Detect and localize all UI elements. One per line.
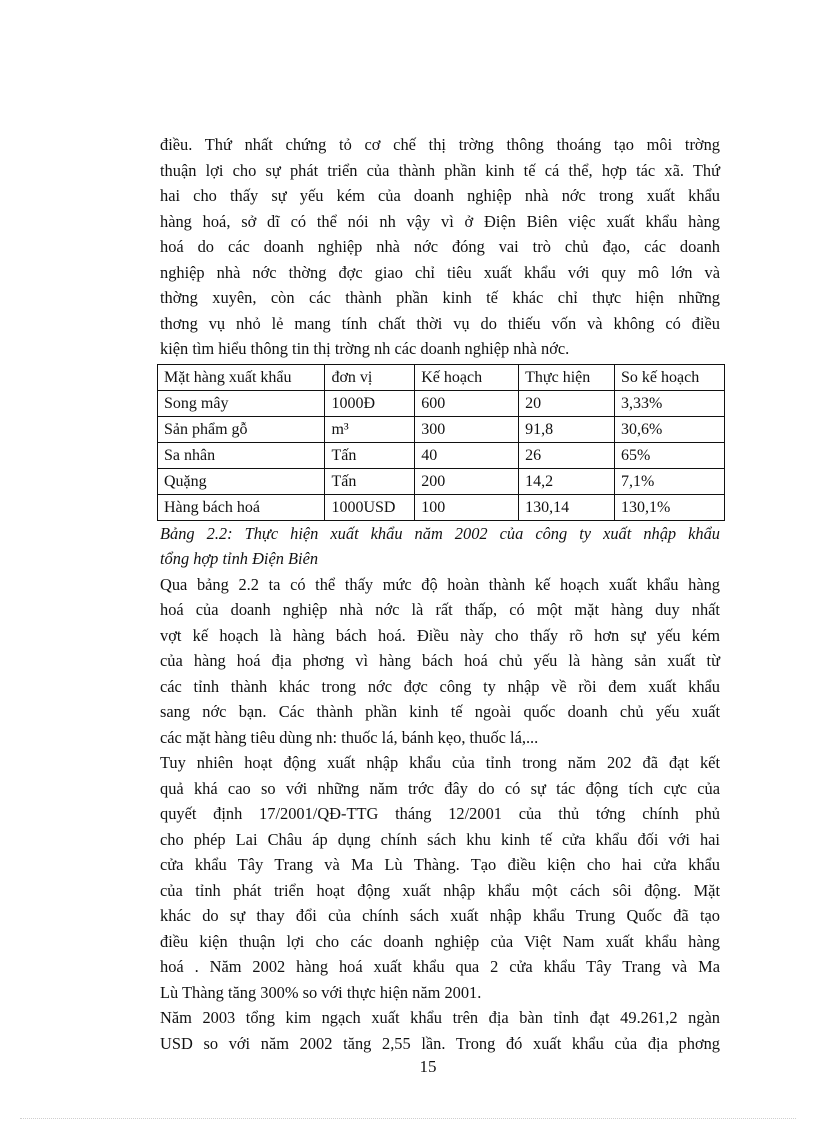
text-line: Tuy nhiên hoạt động xuất nhập khẩu của tỉnh trong năm 202 đã đạt kết xyxy=(160,753,720,772)
text-line: hoá . Năm 2002 hàng hoá xuất khẩu qua 2 cửa khẩu Tây Trang và Ma xyxy=(160,957,720,976)
text-line: Qua bảng 2.2 ta có thể thấy mức độ hoàn thành kế hoạch xuất khẩu hàng xyxy=(160,574,720,594)
caption-line: tổng hợp tỉnh Điện Biên xyxy=(160,549,319,568)
table-header-cell: đơn vị xyxy=(325,364,415,390)
paragraph-4 xyxy=(160,1005,720,1056)
paragraph-2 xyxy=(160,572,720,751)
table-cell: 40 xyxy=(415,442,519,468)
page-content xyxy=(160,132,720,1056)
table-row xyxy=(158,390,725,416)
table-row xyxy=(158,442,725,468)
table-cell: 91,8 xyxy=(519,416,615,442)
paragraph-1 xyxy=(160,132,720,362)
table-cell: Sản phẩm gỗ xyxy=(158,416,325,442)
table-header-row xyxy=(158,364,725,390)
table-cell: 130,14 xyxy=(519,494,615,520)
table-cell: 600 xyxy=(415,390,519,416)
table-cell: 30,6% xyxy=(615,416,725,442)
text-line: thờng xuyên, còn các thành phần kinh tế khác chỉ thực hiện những xyxy=(160,288,720,307)
table-cell: m³ xyxy=(325,416,415,442)
table-header-cell: Kế hoạch xyxy=(415,364,519,390)
page-divider xyxy=(20,1118,796,1119)
text-line: kiện tìm hiểu thông tin thị trờng nh các doanh nghiệp nhà nớc. xyxy=(160,339,570,358)
table-header-cell: So kế hoạch xyxy=(615,364,725,390)
text-line: của tỉnh phát triển hoạt động xuất nhập khẩu một cách sôi động. Mặt xyxy=(160,880,720,900)
table-caption xyxy=(160,521,720,572)
table-cell: 3,33% xyxy=(615,390,725,416)
text-line: của hàng hoá địa phơng vì hàng bách hoá chủ yếu là hàng sản xuất từ xyxy=(160,651,720,670)
text-line: các mặt hàng tiêu dùng nh: thuốc lá, bánh kẹo, thuốc lá,... xyxy=(160,727,539,747)
table-cell: 20 xyxy=(519,390,615,416)
text-line: điều. Thứ nhất chứng tỏ cơ chế thị trờng thông thoáng tạo môi trờng xyxy=(160,135,720,154)
text-line: Lù Thàng tăng 300% so với thực hiện năm 2001. xyxy=(160,982,482,1002)
table-cell: 65% xyxy=(615,442,725,468)
table-cell: 26 xyxy=(519,442,615,468)
text-line: USD so với năm 2002 tăng 2,55 lần. Trong đó xuất khẩu của địa phơng xyxy=(160,1033,720,1053)
text-line: các tỉnh thành khác trong nớc đợc công ty nhập về rồi đem xuất khẩu xyxy=(160,676,720,696)
table-cell: 300 xyxy=(415,416,519,442)
table-cell: 7,1% xyxy=(615,468,725,494)
caption-line: Bảng 2.2: Thực hiện xuất khẩu năm 2002 của công ty xuất nhập khẩu xyxy=(160,523,720,543)
table-cell: Tấn xyxy=(325,468,415,494)
page-number: 15 xyxy=(419,1057,437,1076)
table-cell: 1000Đ xyxy=(325,390,415,416)
text-line: sang nớc bạn. Các thành phần kinh tế ngoài quốc doanh chủ yếu xuất xyxy=(160,702,720,721)
table-cell: 14,2 xyxy=(519,468,615,494)
table-row xyxy=(158,494,725,520)
text-line: hai cho thấy sự yếu kém của doanh nghiệp nhà nớc trong xuất khẩu xyxy=(160,186,720,205)
text-line: thuận lợi cho sự phát triển của thành phần kinh tế cá thể, hợp tác xã. Thứ xyxy=(160,160,720,180)
text-line: cho phép Lai Châu áp dụng chính sách khu kinh tế cửa khẩu đối với hai xyxy=(160,829,720,849)
table-cell: Sa nhân xyxy=(158,442,325,468)
table-cell: Tấn xyxy=(325,442,415,468)
table-row xyxy=(158,416,725,442)
table-header-cell: Mặt hàng xuất khẩu xyxy=(158,364,325,390)
table-header-cell: Thực hiện xyxy=(519,364,615,390)
text-line: hoá do các doanh nghiệp nhà nớc đóng vai trò chủ đạo, các doanh xyxy=(160,237,720,256)
text-line: điều kiện thuận lợi cho các doanh nghiệp của Việt Nam xuất khẩu hàng xyxy=(160,931,720,951)
table-cell: 130,1% xyxy=(615,494,725,520)
table-cell: 1000USD xyxy=(325,494,415,520)
table-cell: Song mây xyxy=(158,390,325,416)
text-line: Năm 2003 tổng kim ngạch xuất khẩu trên địa bàn tỉnh đạt 49.261,2 ngàn xyxy=(160,1008,720,1027)
text-line: quả khá cao so với những năm trớc đây do có sự tác động tích cực của xyxy=(160,778,720,798)
text-line: hoá của doanh nghiệp nhà nớc là rất thấp, có một mặt hàng duy nhất xyxy=(160,600,720,619)
export-table xyxy=(157,364,725,521)
paragraph-3 xyxy=(160,750,720,1005)
table-cell: Quặng xyxy=(158,468,325,494)
text-line: cửa khẩu Tây Trang và Ma Lù Thàng. Tạo điều kiện cho hai cửa khẩu xyxy=(160,855,720,874)
table-cell: 200 xyxy=(415,468,519,494)
text-line: khác do sự thay đổi của chính sách xuất nhập khẩu Trung Quốc đã tạo xyxy=(160,906,720,925)
text-line: thơng vụ nhỏ lẻ mang tính chất thời vụ do thiếu vốn và không có điều xyxy=(160,313,720,333)
text-line: hàng hoá, sở dĩ có thể nói nh vậy vì ở Điện Biên việc xuất khẩu hàng xyxy=(160,211,720,231)
text-line: nghiệp nhà nớc thờng đợc giao chỉ tiêu xuất khẩu với quy mô lớn và xyxy=(160,262,720,282)
text-line: quyết định 17/2001/QĐ-TTG tháng 12/2001 của thủ tớng chính phủ xyxy=(160,804,720,823)
text-line: vợt kế hoạch là hàng bách hoá. Điều này cho thấy rõ hơn sự yếu kém xyxy=(160,625,720,645)
table-cell: Hàng bách hoá xyxy=(158,494,325,520)
table-row xyxy=(158,468,725,494)
table-cell: 100 xyxy=(415,494,519,520)
